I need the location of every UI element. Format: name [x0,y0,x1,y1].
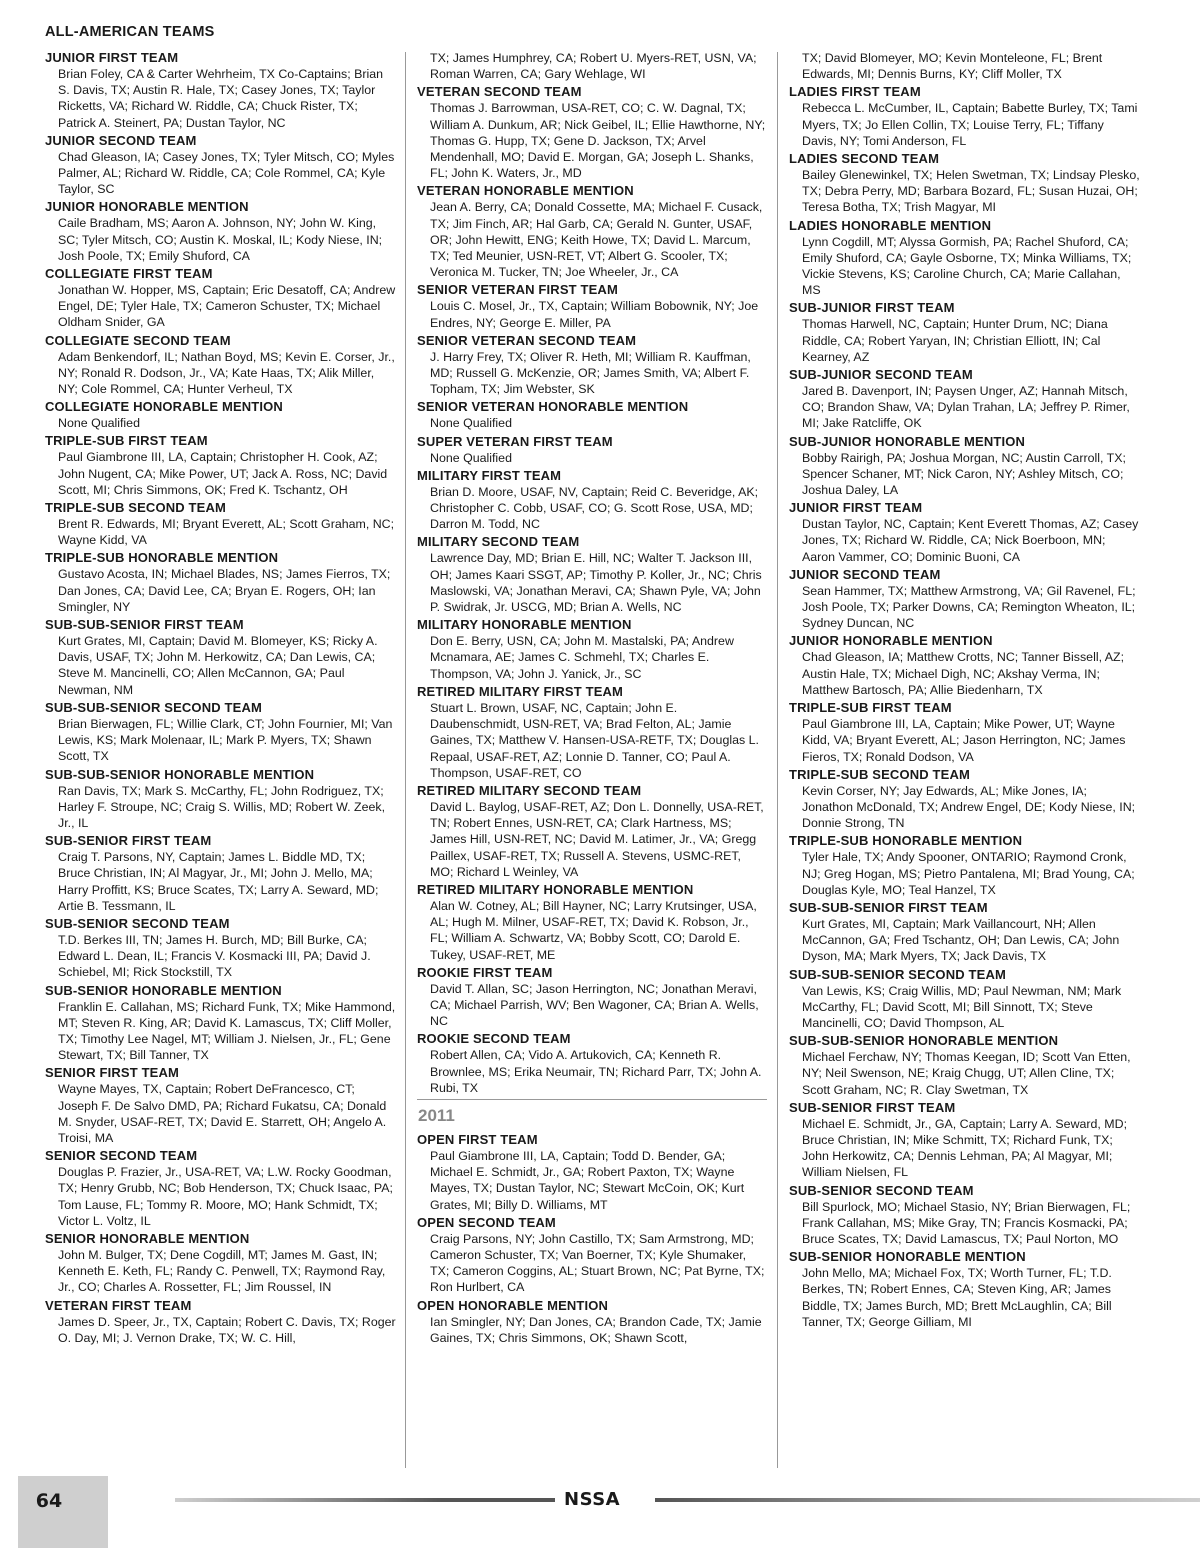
team-section [45,133,397,198]
team-section [417,882,767,963]
year-divider [417,1099,767,1100]
team-section-title: COLLEGIATE FIRST TEAM [45,266,213,282]
team-section [45,833,397,914]
team-section-title: SUB-SENIOR FIRST TEAM [789,1099,956,1115]
team-roster: J. Harry Frey, TX; Oliver R. Heth, MI; William R. Kauffman, MD; Russell G. McKenzie, OR; James Smith, VA; Albert F. Topham, TX; Jim Webster, SK [430,349,751,397]
team-section-title: TRIPLE-SUB FIRST TEAM [45,433,208,449]
column-divider [405,52,406,1468]
team-section-title: SUB-SENIOR HONORABLE MENTION [45,982,282,998]
team-section [45,399,397,431]
team-roster: Ian Smingler, NY; Dan Jones, CA; Brandon Cade, TX; Jamie Gaines, TX; Chris Simmons, OK; Shawn Scott, [430,1314,762,1345]
team-roster: Paul Giambrone III, LA, Captain; Christopher H. Cook, AZ; John Nugent, CA; Mike Power, UT; Jack A. Ross, NC; David Scott, MI; Chris Simmons, OK; Fred K. Tschantz, OH [58,450,388,497]
team-section-title: TRIPLE-SUB HONORABLE MENTION [789,833,1023,849]
team-section-title: MILITARY SECOND TEAM [417,534,580,550]
team-roster: T.D. Berkes III, TN; James H. Burch, MD; Bill Burke, CA; Edward L. Dean, IL; Francis V. Kosmacki III, PA; David J. Schiebel, MI; Rick Stockstill, TX [58,932,371,980]
team-section [789,633,1141,698]
team-roster: John M. Bulger, TX; Dene Cogdill, MT; James M. Gast, IN; Kenneth E. Keth, FL; Randy C. Penwell, TX; Raymond Ray, Jr., CO; Charles A. Rossetter, FL; Jim Roussel, IN [58,1247,386,1295]
team-section-title: JUNIOR HONORABLE MENTION [45,199,249,215]
team-section [417,1298,767,1346]
team-section [45,199,397,264]
team-roster: Craig Parsons, NY; John Castillo, TX; Sam Armstrong, MD; Cameron Schuster, TX; Van Boerner, TX; Kyle Shumaker, TX; Cameron Coggins, AL; Stuart Brown, NC; Pat Byrne, TX; Ron Hurlbert, CA [430,1231,765,1295]
team-section [417,617,767,682]
team-section-title: TRIPLE-SUB FIRST TEAM [789,700,952,716]
team-section [417,684,767,781]
team-section-title: COLLEGIATE SECOND TEAM [45,332,231,348]
team-roster: John Mello, MA; Michael Fox, TX; Worth Turner, FL; T.D. Berkes, TN; Robert Ennes, CA; Steven King, AR; James Biddle, TX; James Burch, MD; Brett McLaughlin, CA; Bill Tanner, TX; George Gilliam, MI [802,1266,1112,1329]
team-roster: Van Lewis, KS; Craig Willis, MD; Paul Newman, NM; Mark McCarthy, FL; David Scott, MI; Bill Sinnott, TX; Steve Mancinelli, CO; David Thompson, AL [802,983,1122,1030]
team-section-title: SUB-SENIOR HONORABLE MENTION [789,1249,1026,1265]
team-section-title: TRIPLE-SUB SECOND TEAM [45,500,226,516]
team-roster: Alan W. Cotney, AL; Bill Hayner, NC; Larry Krutsinger, USA, AL; Hugh M. Milner, USAF-RET, TX; David K. Robson, Jr., FL; William A. Schwartz, VA; Bobby Scott, CO; Darold E. Tukey, USAF-RET, ME [430,898,757,962]
page-number: 64 [35,1490,63,1512]
team-section [789,218,1141,299]
team-section-title: TRIPLE-SUB SECOND TEAM [789,766,970,782]
team-roster: David T. Allan, SC; Jason Herrington, NC; Jonathan Meravi, CA; Michael Parrish, WV; Ben Wagoner, CA; Brian A. Wells, NC [430,981,759,1029]
team-section [789,500,1141,565]
team-section-title: SUB-SENIOR SECOND TEAM [789,1182,974,1198]
team-section-title: SUB-SUB-SENIOR HONORABLE MENTION [789,1033,1059,1049]
team-roster: David L. Baylog, USAF-RET, AZ; Don L. Donnelly, USA-RET, TN; Robert Ennes, USN-RET, CA; Clark Hartness, MS; James Hill, USN-RET, NC; David M. Latimer, Jr., VA; Gregg Paillex, USAF-RET, TX; Russell A. Stevens, USMC-RET, MO; Richard L Weinley, VA [430,799,764,879]
team-roster: Louis C. Mosel, Jr., TX, Captain; William Bobownik, NY; Joe Endres, NY; George E. Miller, PA [430,299,759,330]
team-roster: Brent R. Edwards, MI; Bryant Everett, AL; Scott Graham, NC; Wayne Kidd, VA [58,517,395,548]
team-section-title: SENIOR HONORABLE MENTION [45,1230,250,1246]
team-roster: Thomas J. Barrowman, USA-RET, CO; C. W. Dagnal, TX; William A. Dunkum, AR; Nick Geibel, IL; Ellie Hawthorne, NY; Thomas G. Hupp, TX; Gene D. Jackson, TX; Arvel Mendenhall, MO; David E. Morgan, GA; Joseph L. Shanks, FL; John K. Waters, Jr., MD [430,101,766,181]
team-roster: Robert Allen, CA; Vido A. Artukovich, CA; Kenneth R. Brownlee, MS; Erika Neumair, TN; Richard Parr, TX; John A. Rubi, TX [430,1048,762,1095]
team-roster: TX; James Humphrey, CA; Robert U. Myers-RET, USN, VA; Roman Warren, CA; Gary Wehlage, WI [430,51,757,82]
team-section-title: VETERAN SECOND TEAM [417,84,582,100]
team-roster: Ran Davis, TX; Mark S. McCarthy, FL; John Rodriguez, TX; Harley F. Stroupe, NC; Craig S. Willis, MD; Robert W. Zeek, Jr., IL [58,783,386,830]
team-section [417,183,767,280]
team-section [789,1249,1141,1330]
team-roster: Dustan Taylor, NC, Captain; Kent Everett Thomas, AZ; Casey Jones, TX; Richard W. Riddle, CA; Nick Boerboon, MN; Aaron Vammer, CO; Dominic Buoni, CA [802,517,1139,564]
team-roster: Don E. Berry, USN, CA; John M. Mastalski, PA; Andrew Mcnamara, AE; James C. Schmehl, TX; Charles E. Thompson, VA; John J. Yanick, Jr., SC [430,634,734,681]
team-roster: Jonathan W. Hopper, MS, Captain; Eric Desatoff, CA; Andrew Engel, DE; Tyler Hale, TX; Cameron Schuster, TX; Michael Oldham Snider, GA [58,283,396,330]
team-roster: Bailey Glenewinkel, TX; Helen Swetman, TX; Lindsay Plesko, TX; Debra Perry, MD; Barbara Bozard, FL; Susan Huzai, OH; Teresa Botha, TX; Trish Magyar, MI [802,168,1140,215]
team-section-title: RETIRED MILITARY SECOND TEAM [417,782,642,798]
column-3 [789,50,1141,1332]
team-roster: Brian Bierwagen, FL; Willie Clark, CT; John Fournier, MI; Van Lewis, KS; Mark Molenaar, IL; Mark P. Myers, TX; Shawn Scott, TX [58,716,393,764]
team-section [417,399,767,431]
team-section-title: SUB-JUNIOR HONORABLE MENTION [789,433,1026,449]
team-section [789,833,1141,898]
team-section-title: SENIOR VETERAN FIRST TEAM [417,282,618,298]
team-section [789,367,1141,432]
team-roster: Douglas P. Frazier, Jr., USA-RET, VA; L.W. Rocky Goodman, TX; Henry Grubb, NC; Bob Henderson, TX; Chuck Isaac, PA; Tom Lause, FL; Tommy R. Moore, MO; Hank Schmidt, TX; Victor L. Voltz, IL [58,1165,393,1228]
team-roster: Paul Giambrone III, LA, Captain; Todd D. Bender, GA; Michael E. Schmidt, Jr., GA; Robert Paxton, TX; Wayne Mayes, TX; Dustan Taylor, NC; Stewart McCoin, OK; Kurt Grates, MI; Billy D. Williams, MT [430,1148,745,1212]
team-roster: Lynn Cogdill, MT; Alyssa Gormish, PA; Rachel Shuford, CA; Emily Shuford, CA; Gayle Osborne, TX; Minka Williams, TX; Vickie Stevens, KS; Caroline Church, CA; Marie Callahan, MS [802,234,1132,298]
team-roster: Brian Foley, CA & Carter Wehrheim, TX Co-Captains; Brian S. Davis, TX; Austin R. Hale, TX; Casey Jones, TX; Taylor Ricketts, VA; Richard W. Riddle, CA; Chuck Rister, TX; Patrick A. Steinert, PA; Dustan Taylor, NC [58,67,384,130]
team-section-title: ROOKIE SECOND TEAM [417,1031,571,1047]
team-section [45,50,397,131]
team-roster: Craig T. Parsons, NY, Captain; James L. Biddle MD, TX; Bruce Christian, IN; Al Magyar, Jr., MI; John J. Mello, MA; Harry Proffitt, KS; Bruce Scates, TX; Larry A. Seward, MD; Artie B. Tessmann, IL [58,850,379,913]
team-section [417,534,767,615]
team-section-title: SUB-SUB-SENIOR FIRST TEAM [789,899,988,915]
team-section-title: RETIRED MILITARY HONORABLE MENTION [417,881,694,897]
team-roster: Kevin Corser, NY; Jay Edwards, AL; Mike Jones, IA; Jonathon McDonald, TX; Andrew Engel, DE; Kody Niese, IN; Donnie Strong, TN [802,783,1136,831]
team-roster: Brian D. Moore, USAF, NV, Captain; Reid C. Beveridge, AK; Christopher C. Cobb, USAF, CO; G. Scott Rose, USA, MD; Darron M. Todd, NC [430,484,759,532]
team-section [789,767,1141,832]
team-roster: Caile Bradham, MS; Aaron A. Johnson, NY; John W. King, SC; Tyler Mitsch, CO; Austin K. Moskal, IL; Kody Niese, IN; Josh Poole, TX; Emily Shuford, CA [58,216,383,263]
page-title: ALL-AMERICAN TEAMS [45,24,215,40]
team-roster: Franklin E. Callahan, MS; Richard Funk, TX; Mike Hammond, MT; Steven R. King, AR; David K. Lamascus, TX; Cliff Moller, TX; Timothy Lee Nagel, MT; William J. Nielsen, Jr., FL; Gene Stewart, TX; Bill Tanner, TX [58,999,396,1063]
team-roster: Michael Ferchaw, NY; Thomas Keegan, ID; Scott Van Etten, NY; Neil Swenson, NE; Kraig Chugg, UT; Allen Cline, TX; Scott Graham, NC; R. Clay Swetman, TX [802,1050,1131,1097]
team-section [417,468,767,533]
team-section-title: VETERAN FIRST TEAM [45,1297,192,1313]
team-section-title: SUB-SENIOR FIRST TEAM [45,833,212,849]
team-roster: Sean Hammer, TX; Matthew Armstrong, VA; Gil Ravenel, FL; Josh Poole, TX; Parker Downs, CA; Remington Wheaton, IL; Sydney Duncan, NC [802,583,1136,631]
team-section [417,84,767,181]
team-roster: Tyler Hale, TX; Andy Spooner, ONTARIO; Raymond Cronk, NJ; Greg Hogan, MS; Pietro Pantalena, MI; Brad Young, CA; Douglas Kyle, MO; Teal Hanzel, TX [802,850,1135,897]
team-section [45,617,397,698]
team-section-title: MILITARY FIRST TEAM [417,467,562,483]
team-section [789,50,1141,82]
team-section [45,333,397,398]
team-section-title: SUB-SENIOR SECOND TEAM [45,915,230,931]
footer-brand: NSSA [564,1489,621,1510]
team-section [417,1031,767,1096]
team-roster: Adam Benkendorf, IL; Nathan Boyd, MS; Kevin E. Corser, Jr., NY; Ronald R. Dodson, Jr., VA; Kate Haas, TX; Alik Miller, NY; Cole Rommel, CA; Hunter Verheul, TX [58,349,395,397]
column-2 [417,50,767,1348]
team-section [417,1215,767,1296]
team-section-title: OPEN FIRST TEAM [417,1131,538,1147]
team-section-title: SUB-SUB-SENIOR HONORABLE MENTION [45,766,315,782]
team-section [45,983,397,1064]
team-section [45,266,397,331]
team-section-title: SUB-SUB-SENIOR FIRST TEAM [45,617,244,633]
team-roster: TX; David Blomeyer, MO; Kevin Monteleone, FL; Brent Edwards, MI; Dennis Burns, KY; Cliff Moller, TX [802,51,1103,82]
team-section-title: SENIOR FIRST TEAM [45,1065,179,1081]
team-roster: Kurt Grates, MI, Captain; Mark Vaillancourt, NH; Allen McCannon, GA; Fred Tschantz, OH; Dan Lewis, CA; John Dyson, MA; Mark Myers, TX; Jack Davis, TX [802,916,1120,964]
team-section [789,1183,1141,1248]
footer-rule-left [175,1498,555,1502]
team-section-title: LADIES HONORABLE MENTION [789,217,992,233]
team-section-title: SENIOR SECOND TEAM [45,1148,198,1164]
team-roster: Bill Spurlock, MO; Michael Stasio, NY; Brian Bierwagen, FL; Frank Callahan, MS; Mike Gray, TN; Francis Kosmacki, PA; Bruce Scates, TX; David Lamascus, TX; Paul Norton, MO [802,1199,1131,1246]
team-section [45,1298,397,1346]
team-section [417,282,767,330]
team-section-title: OPEN SECOND TEAM [417,1214,556,1230]
team-roster: Michael E. Schmidt, Jr., GA, Captain; Larry A. Seward, MD; Bruce Christian, IN; Mike Schmitt, TX; Richard Funk, TX; John Herkowitz, CA; Dennis Lehman, PA; Al Magyar, MI; William Nielsen, FL [802,1116,1128,1180]
column-1 [45,50,397,1348]
team-section-title: VETERAN HONORABLE MENTION [417,183,634,199]
team-section-title: JUNIOR HONORABLE MENTION [789,633,993,649]
team-roster: Stuart L. Brown, USAF, NC, Captain; John E. Daubenschmidt, USN-RET, VA; Brad Felton, AL; Jamie Gaines, TX; Matthew V. Hansen-USA-RETF, TX; Douglas L. Repaal, USAF-RET, AZ; Lonnie D. Tanner, CO; Paul A. Thompson, USAF-RET, CO [430,700,759,780]
team-roster: None Qualified [58,416,140,431]
team-section [45,916,397,981]
team-roster: Jared B. Davenport, IN; Paysen Unger, AZ; Hannah Mitsch, CO; Brandon Shaw, VA; Dylan Trahan, LA; Jeffrey P. Rimer, MI; Jake Ratcliffe, OK [802,384,1130,431]
team-roster: Lawrence Day, MD; Brian E. Hill, NC; Walter T. Jackson III, OH; James Kaari SSGT, AP; Timothy P. Koller, Jr., NC; Chris Maslowski, VA; Jonathan Meravi, CA; Shawn Pyle, VA; John P. Swidrak, Jr. USCG, MD; Brian A. Wells, NC [430,551,762,615]
team-section-title: OPEN HONORABLE MENTION [417,1297,609,1313]
team-section [789,300,1141,365]
team-section [45,1065,397,1146]
footer-rule-right [655,1498,1200,1502]
team-roster: Chad Gleason, IA; Casey Jones, TX; Tyler Mitsch, CO; Myles Palmer, AL; Richard W. Riddle, CA; Cole Rommel, CA; Kyle Taylor, SC [58,149,395,197]
team-section-title: COLLEGIATE HONORABLE MENTION [45,399,283,415]
team-section-title: SENIOR VETERAN HONORABLE MENTION [417,399,689,415]
team-roster: None Qualified [430,416,512,431]
team-section [789,1033,1141,1098]
team-roster: James D. Speer, Jr., TX, Captain; Robert C. Davis, TX; Roger O. Day, MI; J. Vernon Drake, TX; W. C. Hill, [58,1314,396,1345]
team-section [789,1100,1141,1181]
team-section [45,1231,397,1296]
team-section [789,151,1141,216]
team-section-title: SUPER VETERAN FIRST TEAM [417,433,613,449]
team-roster: Chad Gleason, IA; Matthew Crotts, NC; Tanner Bissell, AZ; Austin Hale, TX; Michael Digh, NC; Akshay Verma, IN; Matthew Bartosch, PA; Allie Biedenharn, TX [802,650,1125,697]
team-section [417,333,767,398]
team-roster: Rebecca L. McCumber, IL, Captain; Babette Burley, TX; Tami Myers, TX; Jo Ellen Collin, TX; Louise Terry, FL; Tiffany Davis, NY; Tomi Anderson, FL [802,101,1138,148]
team-section-title: SUB-JUNIOR SECOND TEAM [789,367,973,383]
team-section [417,783,767,880]
team-roster: Bobby Rairigh, PA; Joshua Morgan, NC; Austin Carroll, TX; Spencer Schaner, MT; Nick Caron, NY; Ashley Mitsch, CO; Joshua Daley, LA [802,450,1126,498]
team-section-title: JUNIOR SECOND TEAM [45,132,197,148]
team-section-title: SUB-SUB-SENIOR SECOND TEAM [789,966,1006,982]
team-section [45,433,397,498]
team-section-title: MILITARY HONORABLE MENTION [417,617,632,633]
team-section [45,700,397,765]
team-section [789,967,1141,1032]
team-roster: Kurt Grates, MI, Captain; David M. Blomeyer, KS; Ricky A. Davis, USAF, TX; John M. Herkowitz, CA; Dan Lewis, CA; Steve M. Mancinelli, CO; Allen McCannon, GA; Paul Newman, NM [58,634,378,697]
team-section [417,965,767,1030]
team-section [45,550,397,615]
team-section [45,500,397,548]
team-section [789,84,1141,149]
team-section-title: LADIES FIRST TEAM [789,84,921,100]
team-section-title: RETIRED MILITARY FIRST TEAM [417,683,624,699]
team-section [417,1132,767,1213]
column-divider [777,52,778,1468]
team-section-title: ROOKIE FIRST TEAM [417,964,553,980]
team-section [789,700,1141,765]
team-roster: None Qualified [430,450,512,465]
team-roster: Jean A. Berry, CA; Donald Cossette, MA; Michael F. Cusack, TX; Jim Finch, AR; Hal Garb, CA; Gerald N. Gunter, USAF, OR; John Hewitt, ENG; Keith Howe, TX; David L. Marcum, TX; Ted Meunier, USN-RET, VT; Albert G. Scooler, TX; Veronica M. Tucker, TN; Joe Wheeler, Jr., CA [430,200,763,280]
team-section [417,434,767,466]
team-roster: Gustavo Acosta, IN; Michael Blades, NS; James Fierros, TX; Dan Jones, CA; David Lee, CA; Bryan E. Rogers, OH; Ian Smingler, NY [58,567,391,614]
team-section-title: SUB-JUNIOR FIRST TEAM [789,300,955,316]
page-number-tab [18,1476,108,1548]
team-section-title: JUNIOR FIRST TEAM [45,50,179,65]
team-section [789,900,1141,965]
team-section-title: TRIPLE-SUB HONORABLE MENTION [45,550,279,566]
team-section [45,767,397,832]
year-heading: 2011 [418,1105,455,1125]
team-section [45,1148,397,1229]
team-section-title: SUB-SUB-SENIOR SECOND TEAM [45,699,262,715]
team-section-title: LADIES SECOND TEAM [789,151,940,167]
team-section [789,434,1141,499]
team-section [417,50,767,82]
team-roster: Wayne Mayes, TX, Captain; Robert DeFrancesco, CT; Joseph F. De Salvo DMD, PA; Richard Fukatsu, CA; Donald M. Snyder, USAF-RET, TX; David E. Starrett, OH; Angelo A. Troisi, MA [58,1082,387,1145]
team-section-title: JUNIOR SECOND TEAM [789,566,941,582]
team-roster: Thomas Harwell, NC, Captain; Hunter Drum, NC; Diana Riddle, CA; Robert Yaryan, IN; Christian Elliott, IN; Cal Kearney, AZ [802,317,1108,364]
team-roster: Paul Giambrone III, LA, Captain; Mike Power, UT; Wayne Kidd, VA; Bryant Everett, AL; Jason Herrington, NC; James Fieros, TX; Ronald Dodson, VA [802,717,1126,764]
team-section [789,567,1141,632]
team-section-title: JUNIOR FIRST TEAM [789,500,923,516]
team-section-title: SENIOR VETERAN SECOND TEAM [417,332,637,348]
